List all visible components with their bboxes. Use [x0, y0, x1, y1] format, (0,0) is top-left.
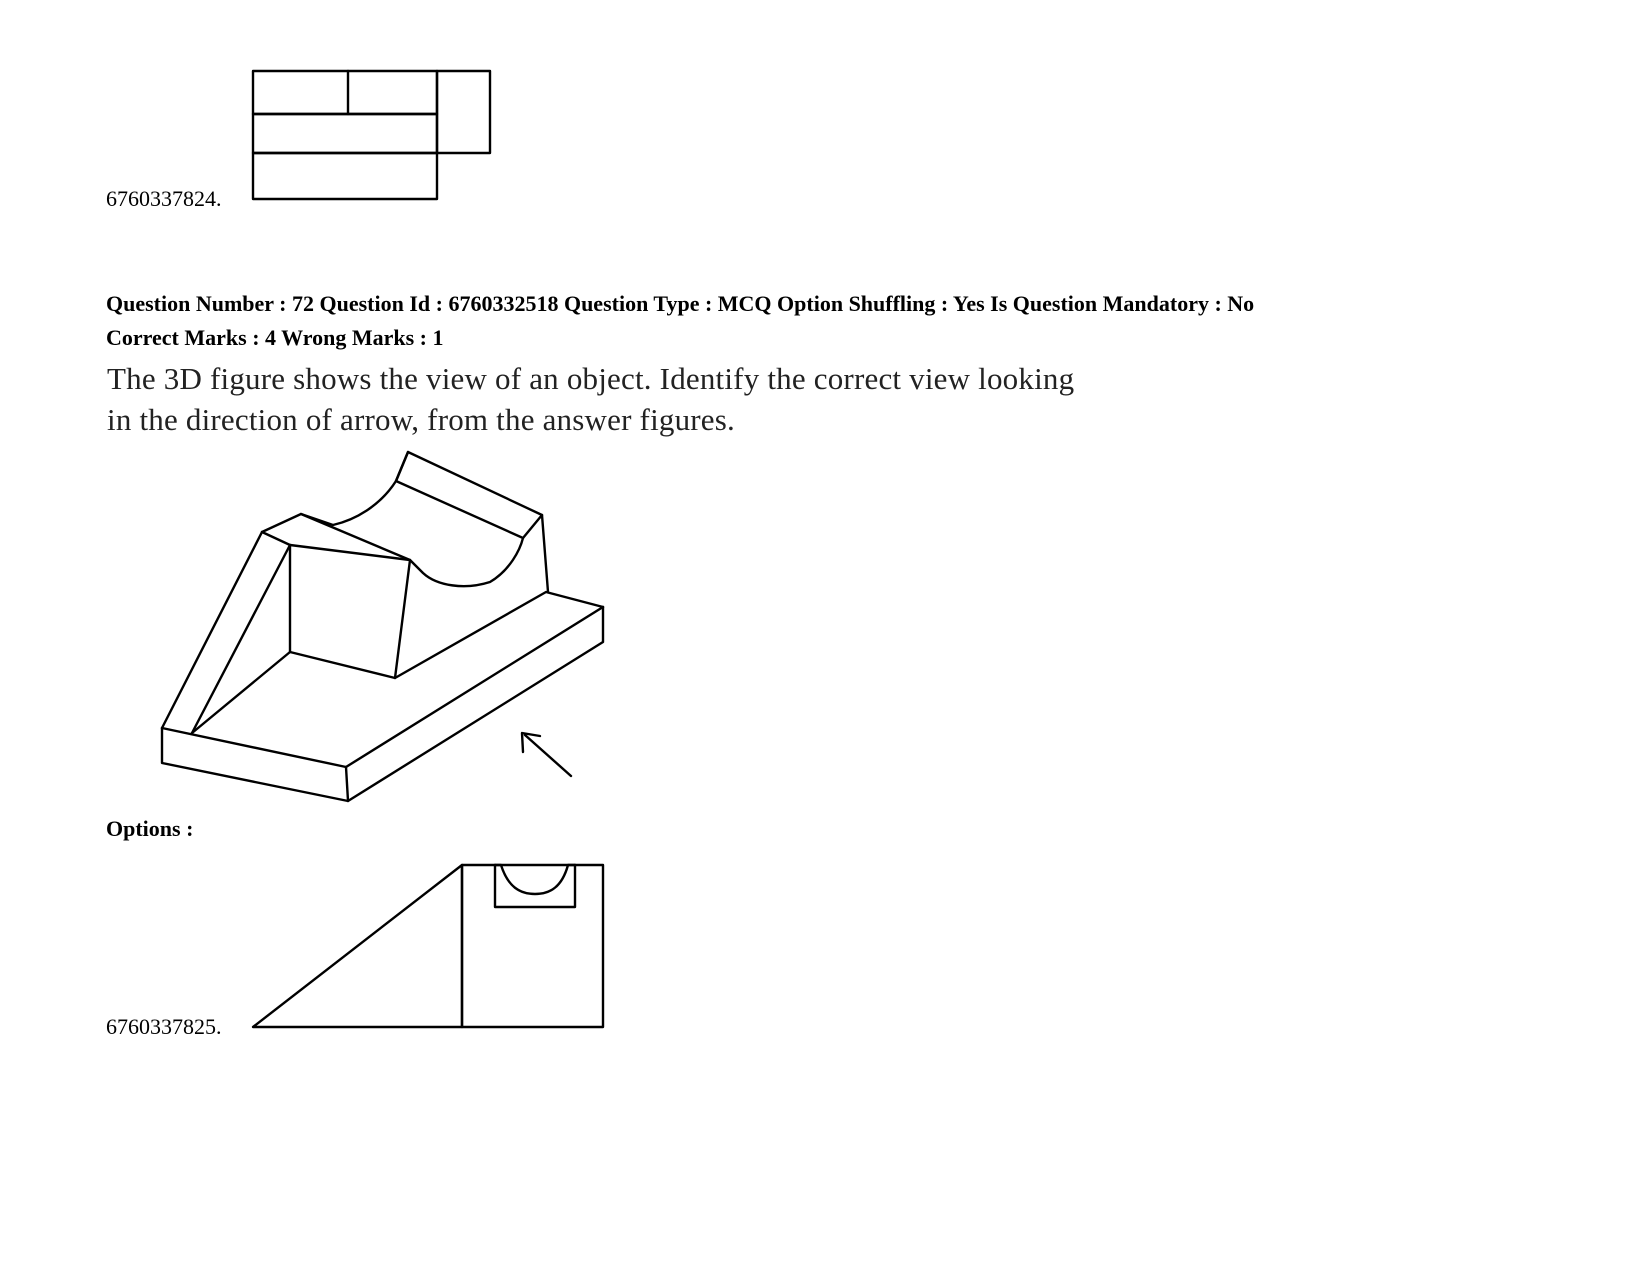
prev-option-id: 6760337824. — [106, 186, 222, 211]
question-meta: Question Number : 72 Question Id : 6760332518 Question Type : MCQ Option Shuffling : Yes Is Question Mandatory : No — [106, 291, 1255, 316]
question-text-line-1: The 3D figure shows the view of an object. Identify the correct view looking — [107, 361, 1075, 396]
question-marks: Correct Marks : 4 Wrong Marks : 1 — [106, 325, 444, 350]
option-figure[interactable] — [250, 862, 610, 1032]
options-heading: Options : — [106, 816, 194, 841]
option-id: 6760337825. — [106, 1014, 222, 1039]
direction-arrow — [525, 735, 571, 776]
question-text-line-2: in the direction of arrow, from the answer figures. — [107, 402, 735, 437]
